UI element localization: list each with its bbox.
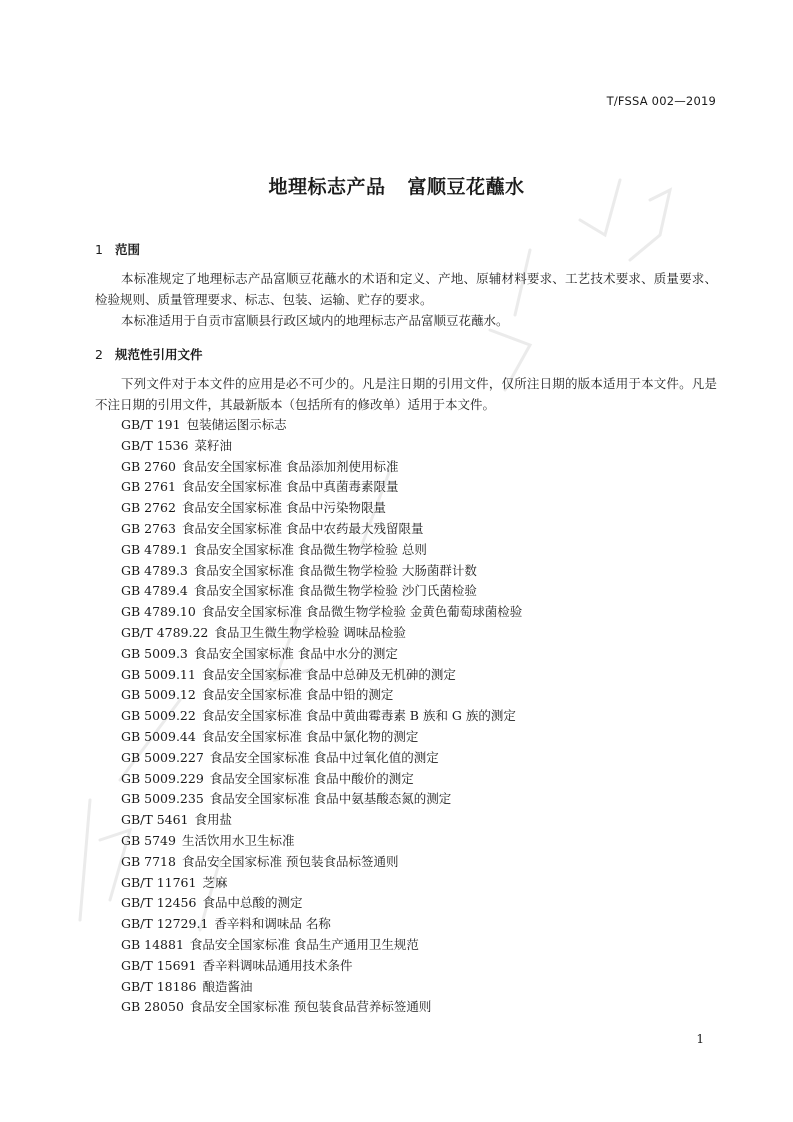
reference-title: 食品卫生微生物学检验 调味品检验 [214,624,406,640]
reference-code: GB 14881 [121,936,184,952]
reference-list [121,415,522,1018]
section-number: 1 [95,242,103,257]
reference-code: GB/T 18186 [121,978,197,994]
reference-title: 酿造酱油 [202,978,253,994]
reference-item [121,623,522,644]
reference-title: 食品安全国家标准 食品中酸价的测定 [209,770,414,786]
reference-code: GB 5009.44 [121,728,196,744]
reference-item [121,477,522,498]
reference-code: GB 5009.227 [121,749,204,765]
paragraph: 下列文件对于本文件的应用是必不可少的。凡是注日期的引用文件，仅所注日期的版本适用于本文件。凡是不注日期的引用文件，其最新版本（包括所有的修改单）适用于本文件。 [95,376,717,412]
reference-title: 食品安全国家标准 食品添加剂使用标准 [181,458,399,474]
reference-title: 食品安全国家标准 食品生产通用卫生规范 [189,936,419,952]
reference-title: 香辛料和调味品 名称 [214,916,331,932]
reference-title: 食品安全国家标准 食品微生物学检验 沙门氏菌检验 [193,583,477,599]
reference-code: GB 5749 [121,832,176,848]
section-title: 规范性引用文件 [115,347,203,362]
reference-title: 食品安全国家标准 预包装食品营养标签通则 [189,999,432,1015]
reference-code: GB 5009.12 [121,687,196,703]
reference-title: 生活饮用水卫生标准 [181,832,295,848]
reference-item [121,540,522,561]
reference-item [121,602,522,623]
reference-code: GB/T 12729.1 [121,916,209,932]
reference-title: 食品安全国家标准 食品中黄曲霉毒素 B 族和 G 族的测定 [201,708,516,724]
reference-title: 食品安全国家标准 食品微生物学检验 金黄色葡萄球菌检验 [201,604,523,620]
reference-item [121,831,522,852]
reference-item [121,519,522,540]
reference-title: 食品安全国家标准 食品中过氧化值的测定 [209,749,439,765]
reference-item [121,956,522,977]
reference-title: 香辛料调味品通用技术条件 [202,957,353,973]
reference-item [121,852,522,873]
reference-item [121,810,522,831]
reference-item [121,997,522,1018]
reference-code: GB 4789.10 [121,604,196,620]
reference-title: 食品安全国家标准 食品中真菌毒素限量 [181,479,399,495]
section-title: 范围 [115,242,141,257]
reference-code: GB 28050 [121,999,184,1015]
paragraph: 本标准适用于自贡市富顺县行政区域内的地理标志产品富顺豆花蘸水。 [121,313,509,328]
document-code: T/FSSA 002—2019 [606,94,716,108]
document-title [0,172,793,199]
reference-title: 食品安全国家标准 食品中农药最大残留限量 [181,520,424,536]
reference-code: GB 5009.22 [121,708,196,724]
reference-code: GB 5009.3 [121,645,188,661]
reference-title: 食品安全国家标准 食品微生物学检验 总则 [193,541,427,557]
reference-item [121,561,522,582]
reference-code: GB 5009.229 [121,770,204,786]
reference-item [121,436,522,457]
reference-item [121,893,522,914]
reference-title: 食品安全国家标准 食品中铅的测定 [201,687,394,703]
reference-code: GB/T 5461 [121,812,189,828]
reference-title: 食品安全国家标准 食品微生物学检验 大肠菌群计数 [193,562,477,578]
section-heading-normative-references [95,345,203,363]
reference-code: GB 4789.3 [121,562,188,578]
reference-item [121,914,522,935]
reference-item [121,665,522,686]
reference-code: GB 2760 [121,458,176,474]
reference-title: 食品安全国家标准 预包装食品标签通则 [181,853,399,869]
reference-title: 菜籽油 [194,437,233,453]
reference-code: GB/T 1536 [121,437,189,453]
reference-item [121,644,522,665]
reference-code: GB/T 15691 [121,957,197,973]
reference-title: 包装储运图示标志 [186,417,287,432]
reference-title: 食用盐 [194,812,233,828]
section-number: 2 [95,347,103,362]
reference-code: GB/T 191 [121,417,181,432]
reference-item [121,581,522,602]
reference-title: 食品中总酸的测定 [202,895,303,911]
reference-item [121,415,522,436]
reference-item [121,748,522,769]
reference-title: 食品安全国家标准 食品中氨基酸态氮的测定 [209,791,452,807]
reference-item [121,706,522,727]
reference-item [121,789,522,810]
reference-item [121,873,522,894]
reference-item [121,498,522,519]
reference-item [121,977,522,998]
reference-code: GB 5009.235 [121,791,204,807]
reference-title: 食品安全国家标准 食品中总砷及无机砷的测定 [201,666,456,682]
reference-code: GB/T 12456 [121,895,197,911]
reference-item [121,727,522,748]
reference-code: GB 4789.4 [121,583,188,599]
reference-title: 食品安全国家标准 食品中氯化物的测定 [201,728,419,744]
reference-code: GB 5009.11 [121,666,196,682]
reference-title: 芝麻 [202,874,228,890]
reference-code: GB/T 4789.22 [121,624,209,640]
reference-title: 食品安全国家标准 食品中污染物限量 [181,500,386,516]
title-part-1: 地理标志产品 [268,176,386,198]
page-number: 1 [696,1032,704,1046]
reference-code: GB 4789.1 [121,541,188,557]
reference-code: GB 2761 [121,479,176,495]
reference-item [121,457,522,478]
reference-item [121,935,522,956]
reference-item [121,685,522,706]
reference-code: GB 7718 [121,853,176,869]
title-part-2: 富顺豆花蘸水 [407,176,525,198]
reference-item [121,769,522,790]
reference-code: GB 2762 [121,500,176,516]
section-heading-scope [95,240,140,258]
reference-code: GB 2763 [121,520,176,536]
paragraph: 本标准规定了地理标志产品富顺豆花蘸水的术语和定义、产地、原辅材料要求、工艺技术要求、质量要求、检验规则、质量管理要求、标志、包装、运输、贮存的要求。 [95,271,717,307]
reference-title: 食品安全国家标准 食品中水分的测定 [193,645,398,661]
reference-code: GB/T 11761 [121,874,197,890]
